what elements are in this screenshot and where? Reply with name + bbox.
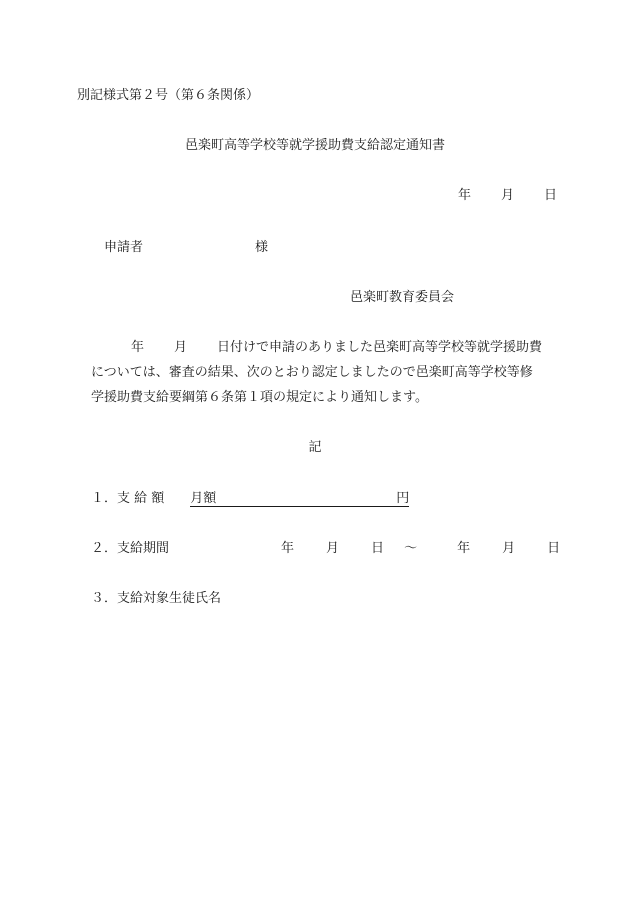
date-month: 月 xyxy=(501,188,515,203)
item-1-label: １．支 給 額 xyxy=(91,491,165,506)
amount-unit: 円 xyxy=(396,491,410,506)
applicant-line xyxy=(104,241,268,254)
document-title: 邑楽町高等学校等就学援助費支給認定通知書 xyxy=(184,138,445,153)
period-day-from: 日 xyxy=(371,541,385,556)
body-year: 年 xyxy=(131,340,145,355)
item-payment-period xyxy=(91,542,560,555)
period-year-from: 年 xyxy=(281,541,295,556)
issuer-name: 邑楽町教育委員会 xyxy=(350,290,455,305)
period-tilde: 〜 xyxy=(404,541,418,556)
note-heading: 記 xyxy=(308,440,322,455)
item-student-name: ３．支給対象生徒氏名 xyxy=(91,591,222,606)
period-month-to: 月 xyxy=(502,541,516,556)
applicant-honorific: 様 xyxy=(255,240,269,255)
date-year: 年 xyxy=(458,188,472,203)
amount-field[interactable] xyxy=(190,492,409,507)
body-line-3: 学援助費支給要綱第６条第１項の規定により通知します。 xyxy=(91,390,428,405)
body-line1-text: 日付けで申請のありました邑楽町高等学校等就学援助費 xyxy=(217,340,543,355)
period-year-to: 年 xyxy=(457,541,471,556)
body-line-1 xyxy=(91,341,542,354)
period-month-from: 月 xyxy=(326,541,340,556)
date-line xyxy=(458,189,557,202)
body-line-2: については、審査の結果、次のとおり認定しましたので邑楽町高等学校等修 xyxy=(91,365,533,380)
item-payment-amount xyxy=(91,492,409,507)
date-day: 日 xyxy=(544,188,558,203)
body-month: 月 xyxy=(174,340,188,355)
period-day-to: 日 xyxy=(547,541,561,556)
amount-prefix: 月額 xyxy=(190,491,217,506)
applicant-label: 申請者 xyxy=(104,240,144,255)
form-id-label: 別記様式第２号（第６条関係） xyxy=(77,88,260,103)
item-2-label: ２．支給期間 xyxy=(91,541,170,556)
